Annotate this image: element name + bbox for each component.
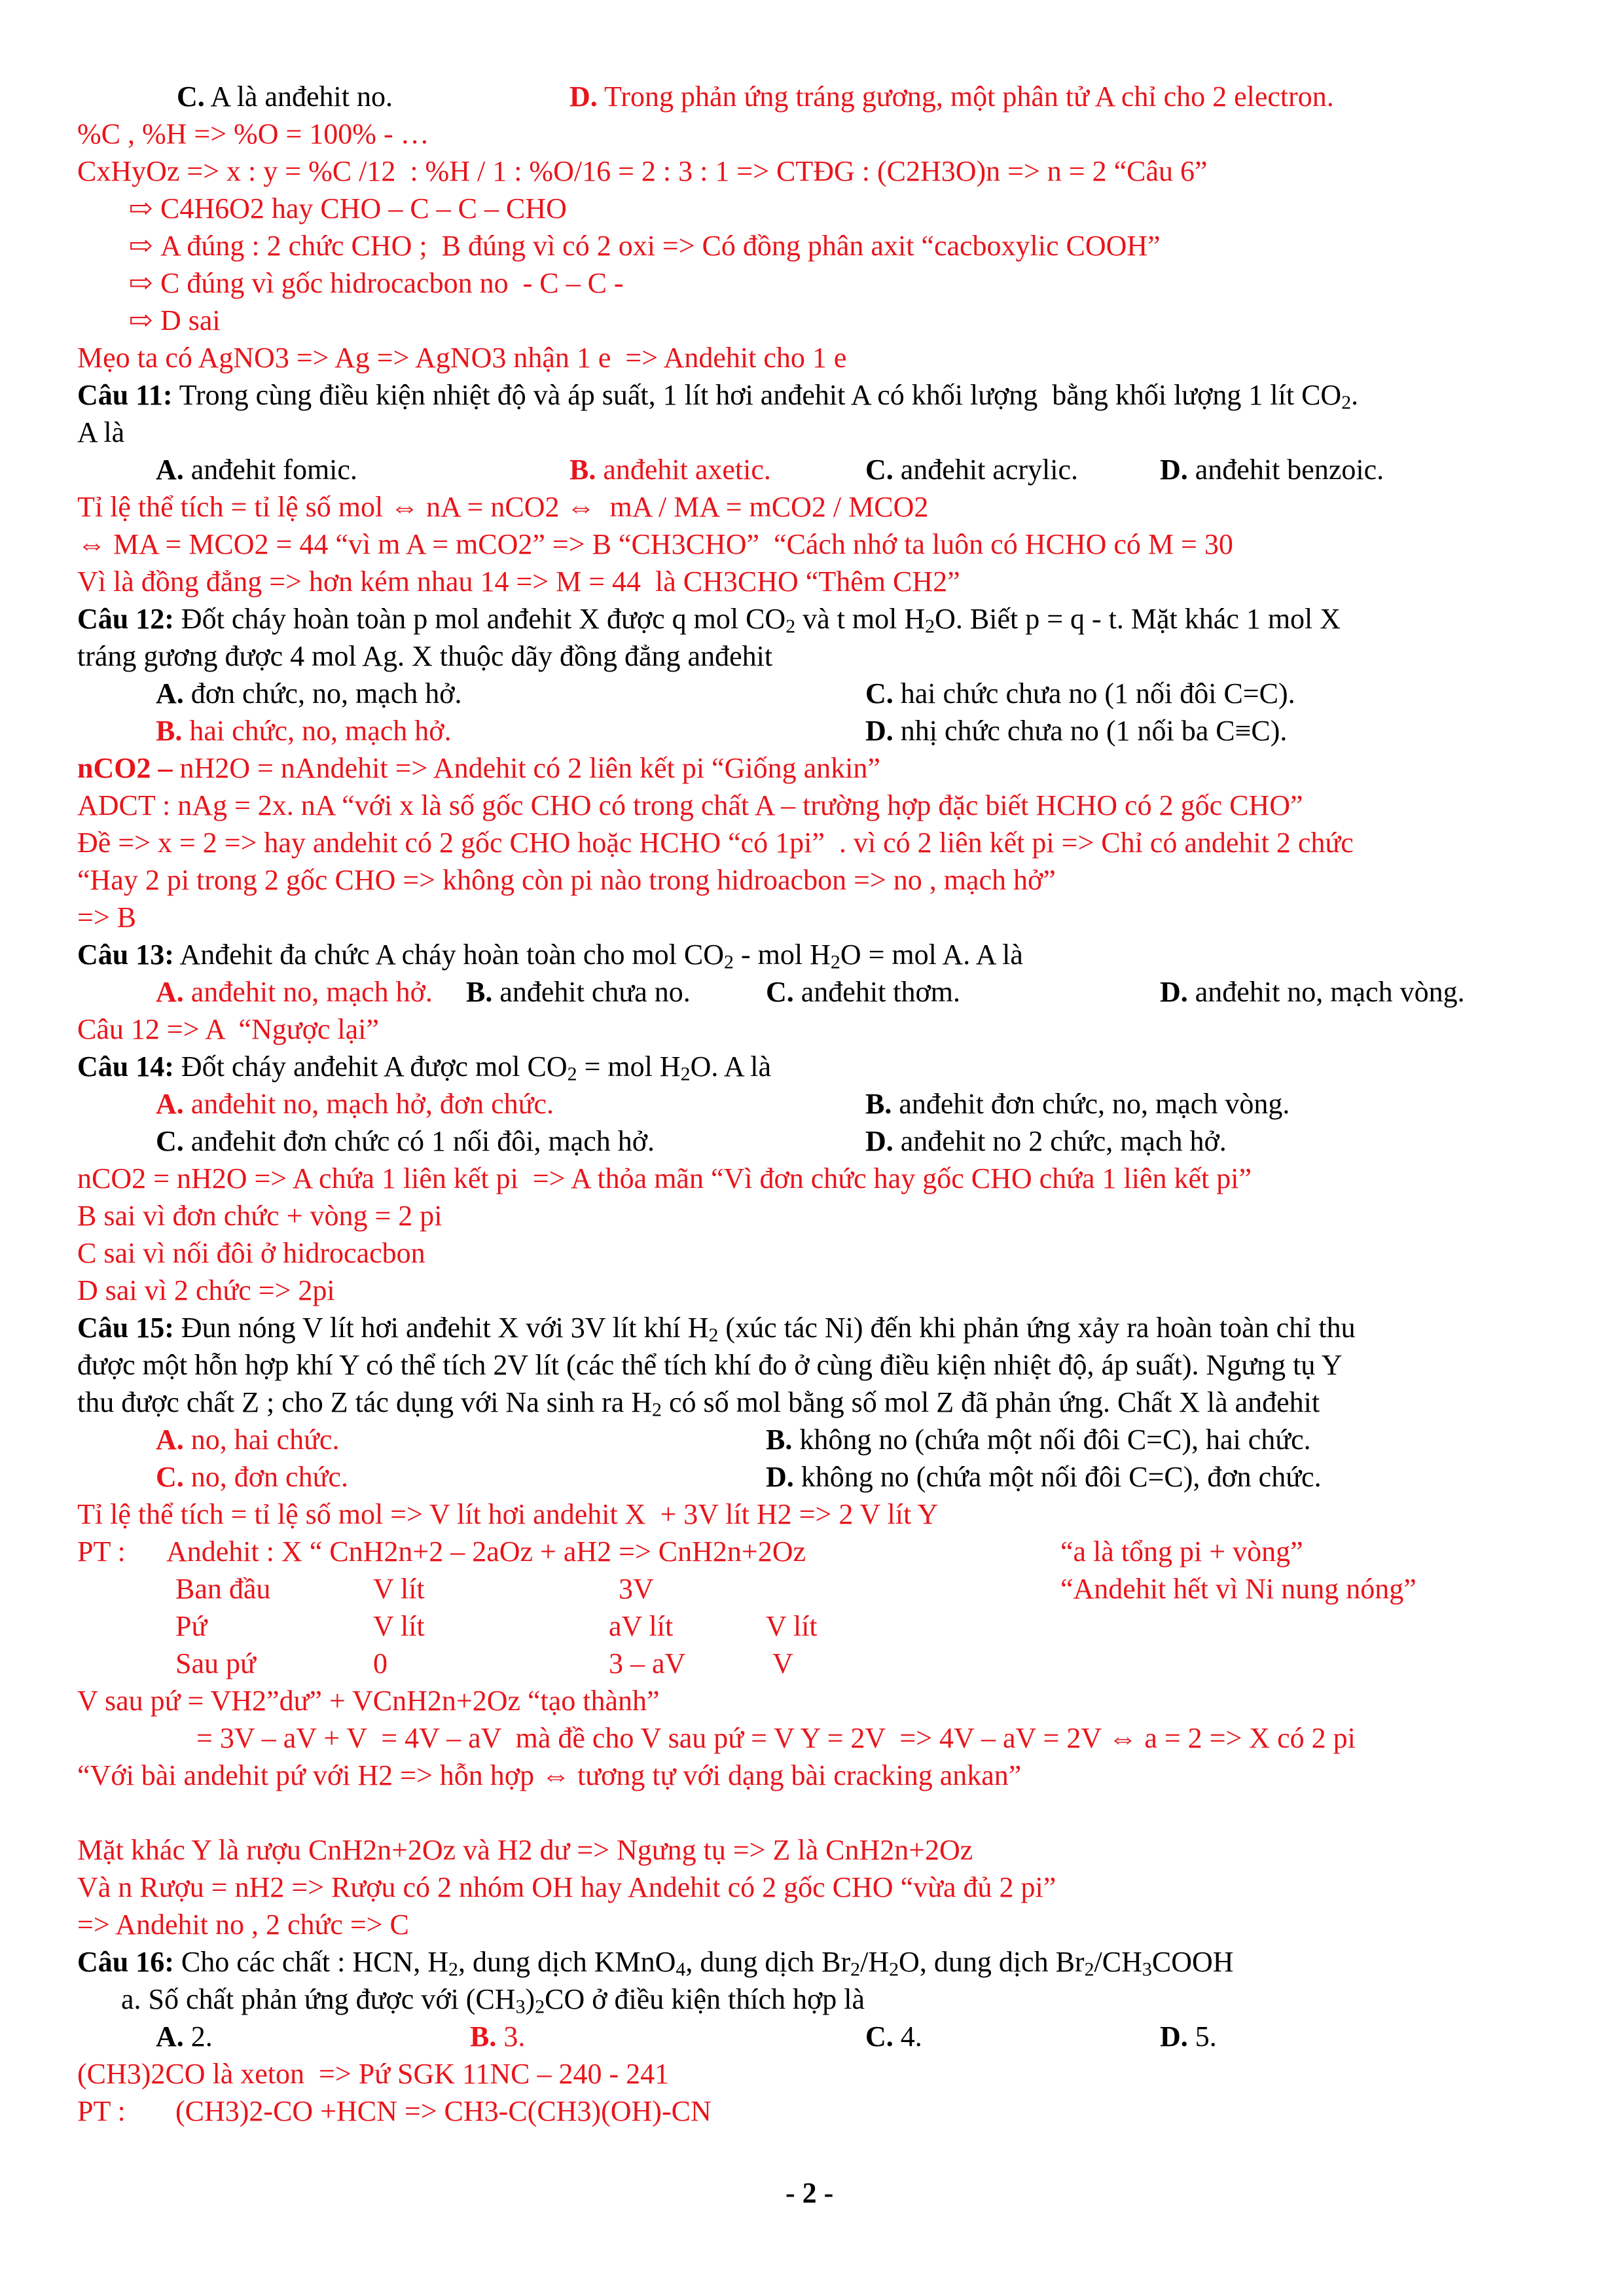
option-b: B. không no (chứa một nối đôi C=C), hai chức. — [766, 1424, 1311, 1456]
option-c: C. anđehit acrylic. — [865, 454, 1078, 486]
solution-line: Tỉ lệ thể tích = tỉ lệ số mol => V lít hơi andehit X + 3V lít H2 => 2 V lít Y — [77, 1498, 939, 1530]
arrow-right-icon: ⇨ — [128, 267, 153, 299]
solution-line: nCO2 – nH2O = nAndehit => Andehit có 2 liên kết pi “Giống ankin” — [77, 752, 880, 784]
solution-line: Mẹo ta có AgNO3 => Ag => AgNO3 nhận 1 e => Andehit cho 1 e — [77, 342, 847, 374]
bullet-line: ⇨ A đúng : 2 chức CHO ; B đúng vì có 2 oxi => Có đồng phân axit “cacboxylic COOH” — [121, 228, 1161, 264]
bullet-line: ⇨ D sai — [121, 302, 221, 339]
option-c: C. 4. — [865, 2020, 922, 2053]
solution-line: CxHyOz => x : y = %C /12 : %H / 1 : %O/16 = 2 : 3 : 1 => CTĐG : (C2H3O)n => n = 2 “Câu 6” — [77, 155, 1208, 187]
solution-line: => Andehit no , 2 chức => C — [77, 1909, 409, 1941]
question-15-cont: được một hỗn hợp khí Y có thể tích 2V lít (các thể tích khí đo ở cùng điều kiện nhiệt độ, áp suất). Ngưng tụ Y — [77, 1349, 1343, 1381]
solution-line: ⇔ MA = MCO2 = 44 “vì m A = mCO2” => B “CH3CHO” “Cách nhớ ta luôn có HCHO có M = 30 — [77, 528, 1233, 560]
solution-line: “Với bài andehit pứ với H2 => hỗn hợp ⇔ tương tự với dạng bài cracking ankan” — [77, 1759, 1022, 1791]
table-cell: Pứ — [175, 1610, 208, 1642]
equation-label: PT : — [77, 2095, 126, 2127]
option-d: D. 5. — [1160, 2020, 1217, 2053]
equation-note: “a là tổng pi + vòng” — [1060, 1535, 1303, 1568]
table-cell: V lít — [766, 1610, 818, 1642]
bullet-line: ⇨ C đúng vì gốc hidrocacbon no - C – C - — [121, 265, 624, 302]
bullet-line: ⇨ C4H6O2 hay CHO – C – C – CHO — [121, 190, 567, 227]
question-11-cont: A là — [77, 416, 125, 448]
option-c: C. hai chức chưa no (1 nối đôi C=C). — [865, 677, 1295, 709]
option-a: A. 2. — [156, 2020, 213, 2053]
question-13: Câu 13: Anđehit đa chức A cháy hoàn toàn cho mol $CO_2$ - mol $H_2O$ = mol A. A là — [77, 939, 1023, 973]
arrow-right-icon: ⇨ — [128, 230, 153, 262]
solution-line: %C , %H => %O = 100% - … — [77, 118, 429, 150]
option-a: A. anđehit no, mạch hở, đơn chức. — [156, 1088, 554, 1120]
option-a: A. anđehit no, mạch hở. — [156, 976, 433, 1008]
solution-line: Tỉ lệ thể tích = tỉ lệ số mol ⇔ nA = nCO2 ⇔ mA / MA = mCO2 / MCO2 — [77, 491, 929, 523]
option-d: D. không no (chứa một nối đôi C=C), đơn chức. — [766, 1461, 1322, 1493]
solution-line: Vì là đồng đẳng => hơn kém nhau 14 => M = 44 là CH3CHO “Thêm CH2” — [77, 565, 960, 598]
question-15: Câu 15: Đun nóng V lít hơi anđehit X với 3V lít khí $H_2$ (xúc tác Ni) đến khi phản ứng xảy ra hoàn toàn chỉ thu — [77, 1312, 1356, 1346]
option-d: D. anđehit no 2 chức, mạch hở. — [865, 1125, 1227, 1157]
option-c: C. A là anđehit no. — [177, 81, 393, 113]
question-14: Câu 14: Đốt cháy anđehit A được mol $CO_2$ = mol $H_2O$. A là — [77, 1050, 772, 1085]
option-b: B. anđehit đơn chức, no, mạch vòng. — [865, 1088, 1290, 1120]
question-11: Câu 11: Trong cùng điều kiện nhiệt độ và áp suất, 1 lít hơi anđehit A có khối lượng bằng khối lượng 1 lít $CO_2$. — [77, 379, 1359, 414]
option-a: A. anđehit fomic. — [156, 454, 357, 486]
option-d: D. nhị chức chưa no (1 nối ba C≡C). — [865, 715, 1288, 747]
table-cell: V lít — [373, 1573, 425, 1605]
equation-note: “Andehit hết vì Ni nung nóng” — [1060, 1573, 1416, 1605]
option-c: C. no, đơn chức. — [156, 1461, 348, 1493]
solution-line: (CH3)2CO là xeton => Pứ SGK 11NC – 240 - 241 — [77, 2058, 670, 2090]
solution-line: = 3V – aV + V = 4V – aV mà đề cho V sau pứ = V Y = 2V => 4V – aV = 2V ⇔ a = 2 => X có 2 pi — [196, 1722, 1356, 1754]
option-c: C. anđehit thơm. — [766, 976, 961, 1008]
table-cell: 3 – aV — [609, 1647, 686, 1679]
table-cell: 3V — [619, 1573, 654, 1605]
option-d: D. anđehit benzoic. — [1160, 454, 1384, 486]
question-16: Câu 16: Cho các chất : HCN, $H_2$, dung dịch KMnO$_4$, dung dịch $Br_2/H_2O$, dung dịch $Br_2/CH_3COOH$ — [77, 1946, 1234, 1981]
solution-line: “Hay 2 pi trong 2 gốc CHO => không còn pi nào trong hidroacbon => no , mạch hở” — [77, 864, 1056, 896]
option-b: B. 3. — [470, 2020, 526, 2053]
solution-line: Mặt khác Y là rượu CnH2n+2Oz và H2 dư => Ngưng tụ => Z là CnH2n+2Oz — [77, 1834, 973, 1866]
solution-line: V sau pứ = VH2”dư” + VCnH2n+2Oz “tạo thành” — [77, 1685, 660, 1717]
solution-line: Đề => x = 2 => hay andehit có 2 gốc CHO hoặc HCHO “có 1pi” . vì có 2 liên kết pi => Chỉ có andehit 2 chức — [77, 827, 1354, 859]
option-a: A. no, hai chức. — [156, 1424, 340, 1456]
solution-line: D sai vì 2 chức => 2pi — [77, 1274, 335, 1306]
option-b: B. anđehit chưa no. — [466, 976, 691, 1008]
solution-line: nCO2 = nH2O => A chứa 1 liên kết pi => A thỏa mãn “Vì đơn chức hay gốc CHO chứa 1 liên kết pi” — [77, 1162, 1252, 1194]
option-d: D. Trong phản ứng tráng gương, một phân tử A chỉ cho 2 electron. — [569, 81, 1334, 113]
equation: Andehit : X “ CnH2n+2 – 2aOz + aH2 => CnH2n+2Oz — [166, 1535, 806, 1568]
table-cell: 0 — [373, 1647, 388, 1679]
question-12: Câu 12: Đốt cháy hoàn toàn p mol anđehit X được q mol $CO_2$ và t mol $H_2O$. Biết p = q - t. Mặt khác 1 mol X — [77, 603, 1341, 637]
solution-line: B sai vì đơn chức + vòng = 2 pi — [77, 1200, 442, 1232]
option-b: B. hai chức, no, mạch hở. — [156, 715, 452, 747]
option-b: B. anđehit axetic. — [569, 454, 771, 486]
arrow-right-icon: ⇨ — [128, 192, 153, 224]
option-c: C. anđehit đơn chức có 1 nối đôi, mạch hở. — [156, 1125, 655, 1157]
table-cell: V lít — [373, 1610, 425, 1642]
option-a: A. đơn chức, no, mạch hở. — [156, 677, 462, 709]
option-d: D. anđehit no, mạch vòng. — [1160, 976, 1465, 1008]
arrow-right-icon: ⇨ — [128, 304, 153, 336]
question-12-cont: tráng gương được 4 mol Ag. X thuộc dãy đồng đẳng anđehit — [77, 640, 773, 672]
table-cell: Sau pứ — [175, 1647, 256, 1679]
solution-line: ADCT : nAg = 2x. nA “với x là số gốc CHO có trong chất A – trường hợp đặc biết HCHO có 2 gốc CHO” — [77, 789, 1303, 821]
table-cell: Ban đầu — [175, 1573, 271, 1605]
table-cell: aV lít — [609, 1610, 674, 1642]
solution-line: => B — [77, 901, 136, 933]
solution-line: C sai vì nối đôi ở hidrocacbon — [77, 1237, 425, 1269]
table-cell: V — [772, 1647, 793, 1679]
equation-label: PT : — [77, 1535, 126, 1568]
question-16a: a. Số chất phản ứng được với $(CH_3)_2CO$ ở điều kiện thích hợp là — [121, 1983, 865, 2018]
page-number: - 2 - — [785, 2177, 834, 2209]
equation: (CH3)2-CO +HCN => CH3-C(CH3)(OH)-CN — [175, 2095, 712, 2127]
solution-line: Câu 12 => A “Ngược lại” — [77, 1013, 379, 1045]
question-15-cont: thu được chất Z ; cho Z tác dụng với Na sinh ra $H_2$ có số mol bằng số mol Z đã phản ứng. Chất X là anđehit — [77, 1386, 1320, 1421]
solution-line: Và n Rượu = nH2 => Rượu có 2 nhóm OH hay Andehit có 2 gốc CHO “vừa đủ 2 pi” — [77, 1871, 1056, 1903]
